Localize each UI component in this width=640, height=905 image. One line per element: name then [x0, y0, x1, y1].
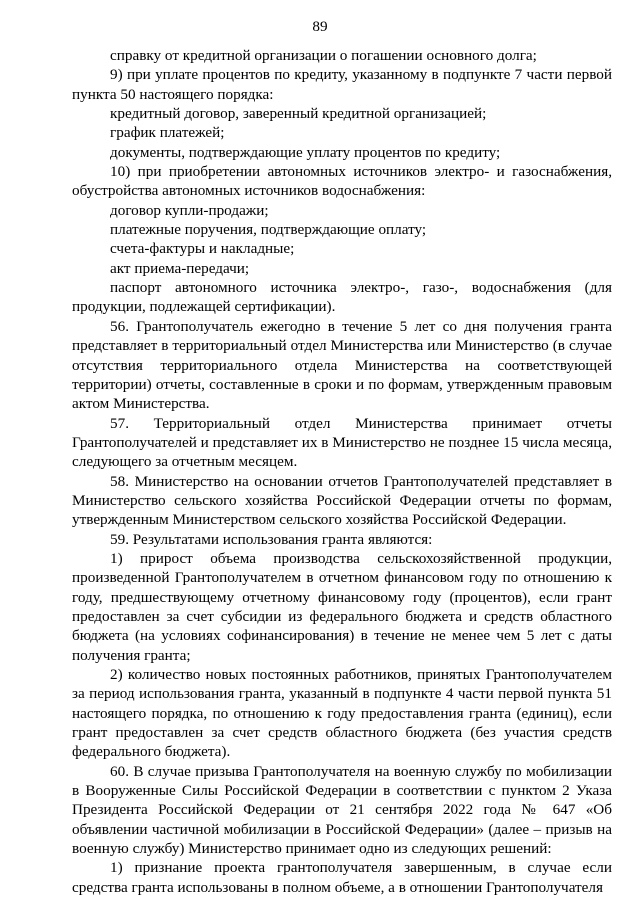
- paragraph: кредитный договор, заверенный кредитной организацией;: [110, 105, 487, 123]
- paragraph: 1) признание проекта грантополучателя завершенным, в случае если средства гранта использованы в полном объеме, а в отношении Грантополучателя: [72, 859, 612, 896]
- paragraph: счета-фактуры и накладные;: [110, 240, 295, 258]
- paragraph: справку от кредитной организации о погашении основного долга;: [110, 47, 537, 64]
- document-body: [72, 46, 612, 897]
- paragraph: 56. Грантополучатель ежегодно в течение 5 лет со дня получения гранта представляет в территориальный отдел Министерства или Министерство (в случае отсутствия территориального отдела Министерства на соответствующей территории) отчеты, составленные в сроки и по формам, утвержденным правовым актом Министерства.: [72, 317, 612, 413]
- paragraph: 9) при уплате процентов по кредиту, указанному в подпункте 7 части первой пункта 50 настоящего порядка:: [72, 66, 612, 103]
- paragraph: документы, подтверждающие уплату процентов по кредиту;: [110, 143, 501, 161]
- paragraph: паспорт автономного источника электро-, газо-, водоснабжения (для продукции, подлежащей сертификации).: [72, 279, 612, 316]
- paragraph: график платежей;: [110, 124, 225, 142]
- paragraph: акт приема-передачи;: [110, 259, 250, 277]
- paragraph: 59. Результатами использования гранта являются:: [110, 530, 433, 548]
- paragraph: платежные поручения, подтверждающие оплату;: [110, 221, 427, 239]
- paragraph: 60. В случае призыва Грантополучателя на военную службу по мобилизации в Вооруженные Силы Российской Федерации в соответствии с пунктом 2 Указа Президента Российской Федерации от 21 сентября 2022 года № 647 «Об объявлении частичной мобилизации в Российской Федерации» (далее – призыв на военную службу) Министерство принимает одно из следующих решений:: [72, 762, 612, 858]
- paragraph: 57. Территориальный отдел Министерства принимает отчеты Грантополучателей и представляет их в Министерство не позднее 15 числа месяца, следующего за отчетным месяцем.: [72, 414, 612, 471]
- paragraph: 2) количество новых постоянных работников, принятых Грантополучателем за период использования гранта, указанный в подпункте 4 части первой пункта 51 настоящего порядка, по отношению к году предоставления гранта (единиц), если грант предоставлен за счет средств областного бюджета (без участия средств федерального бюджета).: [72, 666, 612, 761]
- paragraph: 1) прирост объема производства сельскохозяйственной продукции, произведенной Грантополучателем в отчетном финансовом году по отношению к году, предшествующему отчетному финансовому году (процентов), если грант предоставлен за счет субсидии из федерального бюджета и средств областного бюджета (на условиях софинансирования) в течение не менее чем 5 лет с даты получения гранта;: [72, 549, 612, 664]
- paragraph: 58. Министерство на основании отчетов Грантополучателей представляет в Министерство сельского хозяйства Российской Федерации отчеты по формам, утвержденным Министерством сельского хозяйства Российской Федерации.: [72, 472, 612, 529]
- page-number: 89: [312, 18, 328, 35]
- paragraph: 10) при приобретении автономных источников электро- и газоснабжения, обустройства автономных источников водоснабжения:: [72, 163, 612, 200]
- paragraph: договор купли-продажи;: [110, 201, 269, 219]
